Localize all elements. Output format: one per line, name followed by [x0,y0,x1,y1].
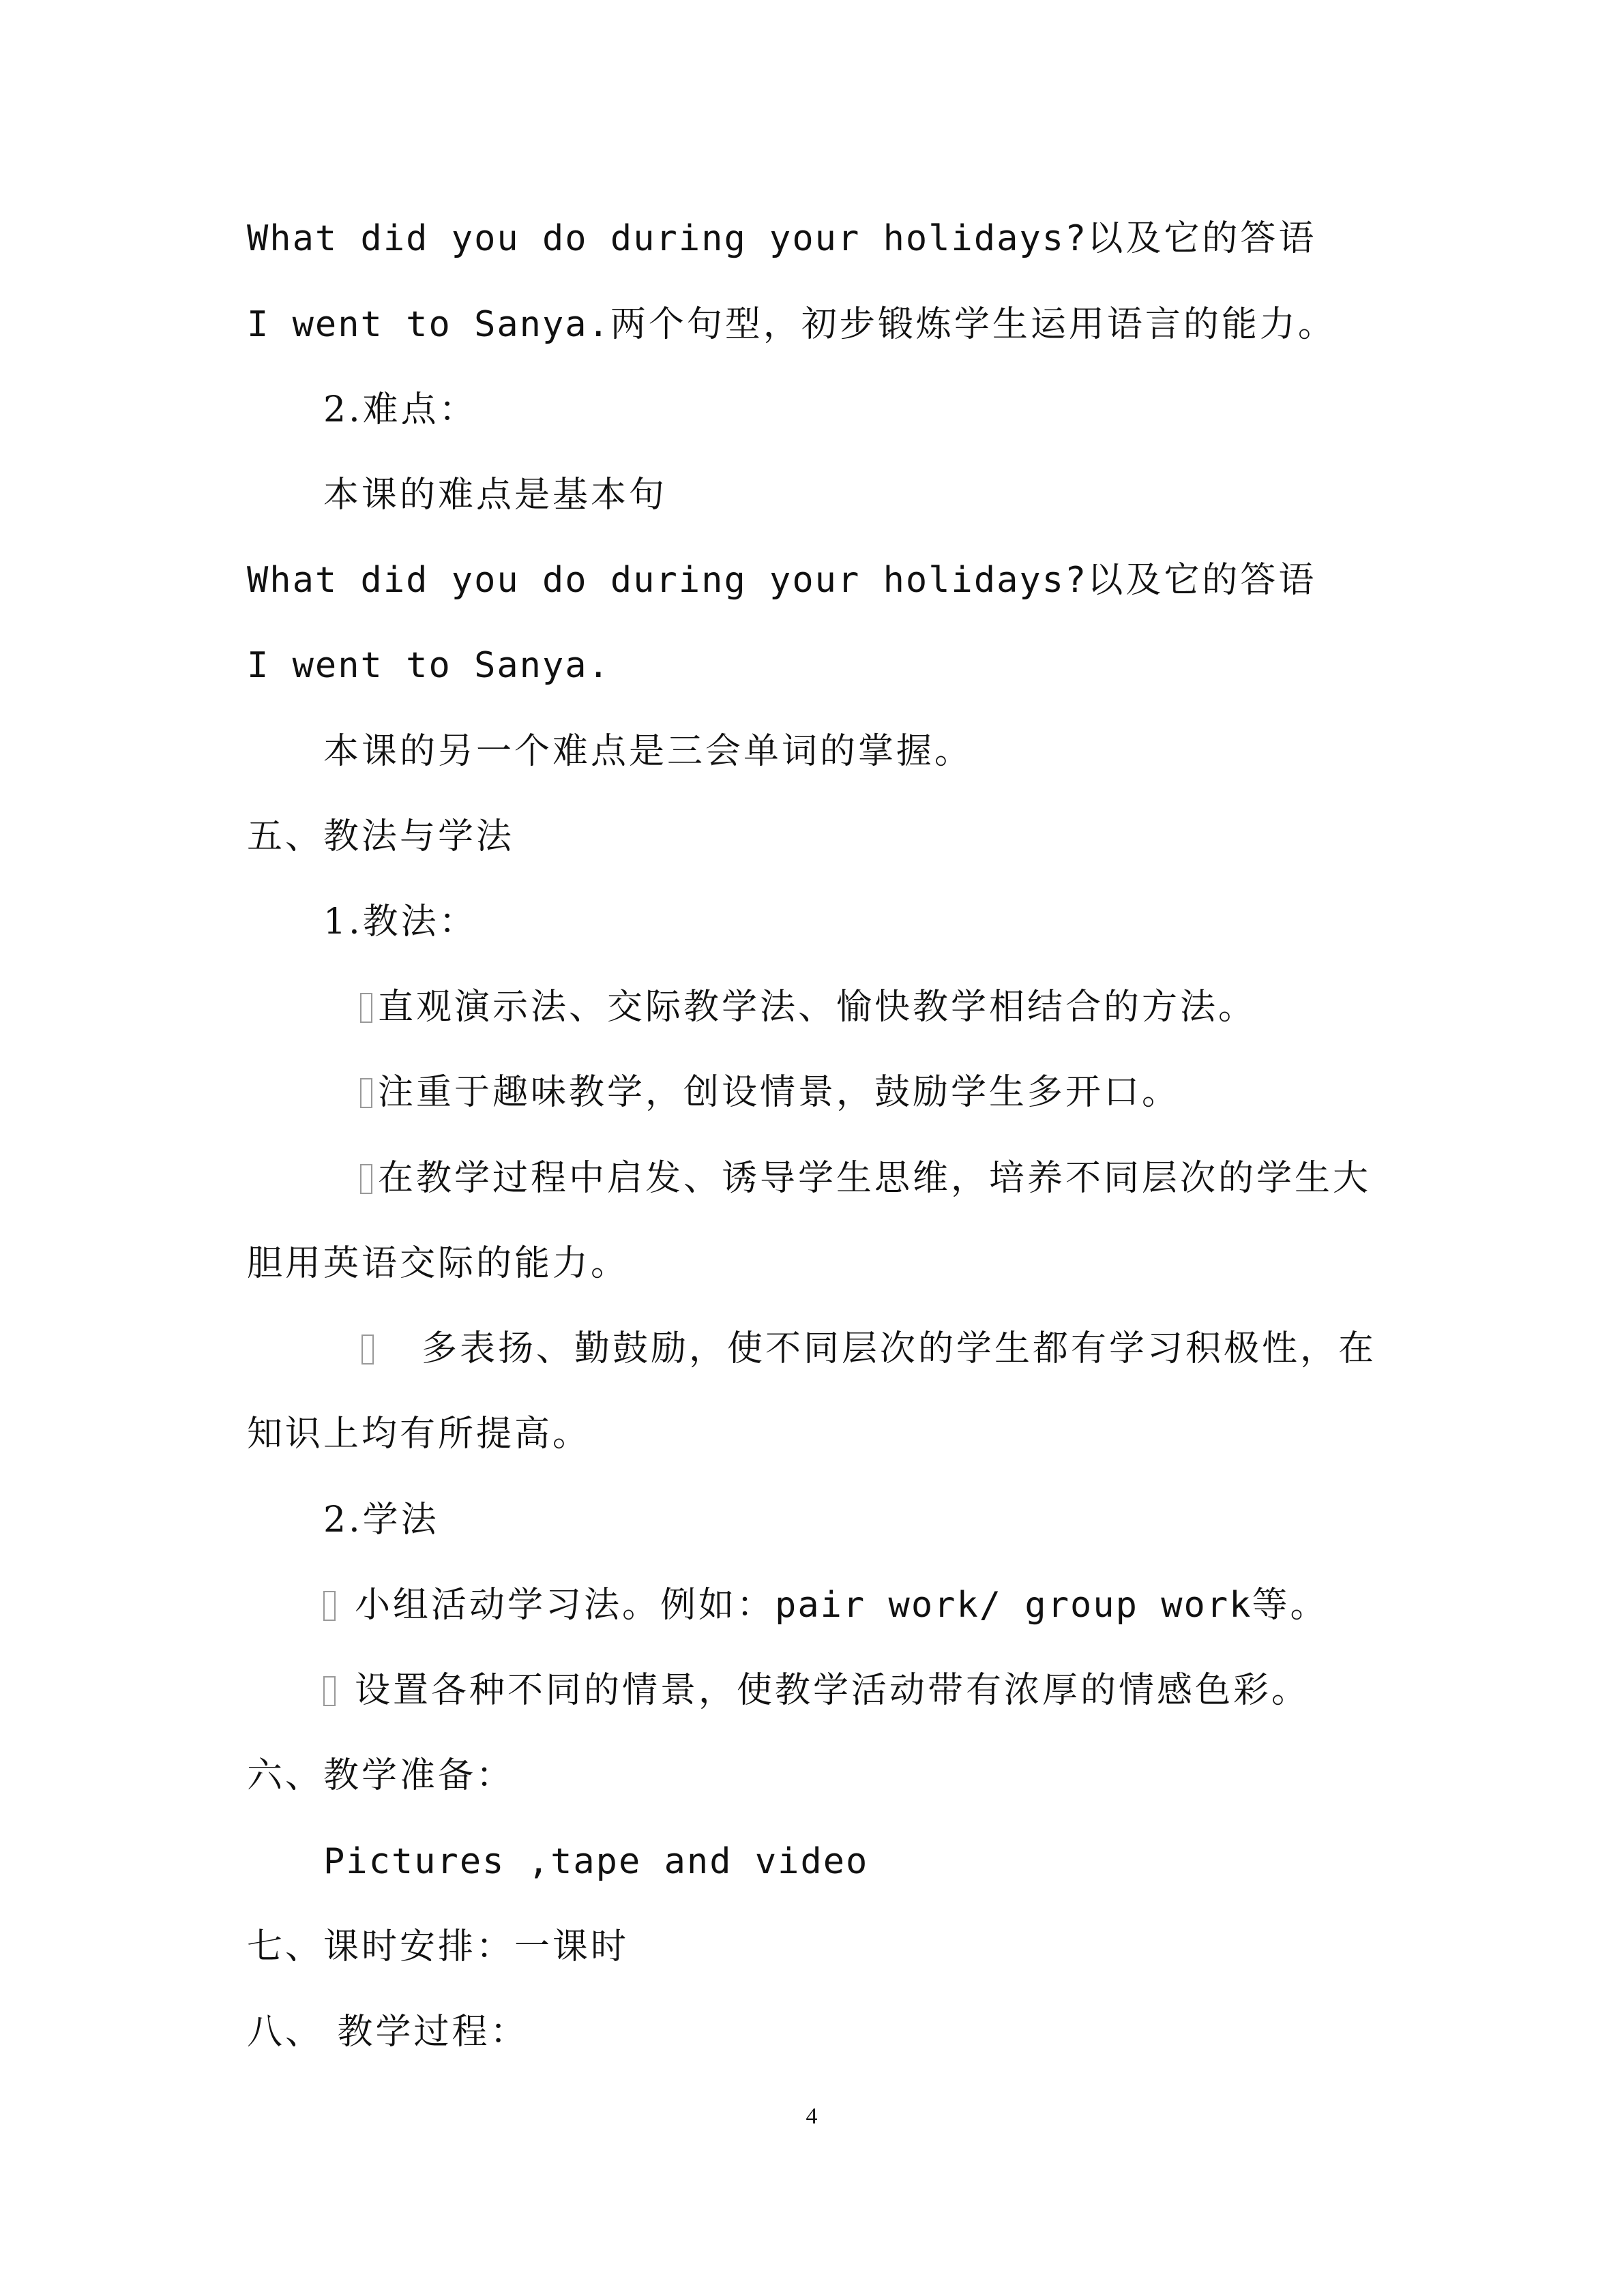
text-line-5 [247,556,1316,605]
bullet-item-6 [323,1666,1310,1715]
bullet-item-1 [360,983,1256,1032]
bullet-item-3 [360,1154,1371,1203]
bullet-text: 注重于趣味教学，创设情景，鼓励学生多开口。 [378,1072,1181,1113]
bullet-icon [361,1335,374,1365]
subheading-difficulty: 2.难点： [323,389,477,430]
text-line-7: 本课的另一个难点是三会单词的掌握。 [323,731,973,772]
text-line-6: I went to Sanya. [247,645,610,686]
text-line-2 [247,300,1336,349]
preparation-items: Pictures ,tape and video [323,1841,869,1882]
bullet-item-2 [360,1068,1180,1117]
bullet-text: 直观演示法、交际教学法、愉快教学相结合的方法。 [378,987,1257,1028]
section-heading-6: 六、教学准备： [247,1755,515,1796]
text-line-1 [247,214,1316,263]
section-heading-8: 八、 教学过程： [247,2012,529,2053]
chinese-text: 以及它的答语 [1087,218,1317,259]
bullet-text: 小组活动学习法。例如： [355,1585,776,1626]
chinese-text: 以及它的答语 [1087,560,1317,601]
section-heading-7: 七、课时安排：一课时 [247,1926,630,1967]
bullet-icon [360,1078,372,1108]
subheading-teaching-method: 1.教法： [323,901,477,942]
english-question: What did you do during your holidays? [247,560,1088,601]
bullet-text-end: 等。 [1252,1585,1329,1626]
text-line-15: 知识上均有所提高。 [247,1414,591,1455]
bullet-item-4 [361,1324,1376,1373]
bullet-item-5 [323,1581,1328,1630]
bullet-icon [323,1591,336,1621]
subheading-learning-method: 2.学法 [323,1500,439,1540]
english-answer: I went to Sanya. [247,304,610,345]
section-heading-5: 五、教法与学法 [247,816,515,857]
english-term: pair work/ group work [775,1585,1252,1626]
english-question: What did you do during your holidays? [247,218,1088,259]
bullet-icon [323,1676,336,1706]
bullet-text: 多表扬、勤鼓励，使不同层次的学生都有学习积极性，在 [422,1328,1377,1369]
text-line-4: 本课的难点是基本句 [323,475,668,516]
bullet-icon [360,1164,372,1194]
bullet-text: 设置各种不同的情景，使教学活动带有浓厚的情感色彩。 [355,1670,1310,1711]
text-line-13: 胆用英语交际的能力。 [247,1243,630,1284]
page-number: 4 [806,2104,818,2129]
bullet-text: 在教学过程中启发、诱导学生思维，培养不同层次的学生大 [378,1158,1372,1199]
bullet-icon [360,993,372,1023]
chinese-text: 两个句型，初步锻炼学生运用语言的能力。 [610,304,1336,345]
